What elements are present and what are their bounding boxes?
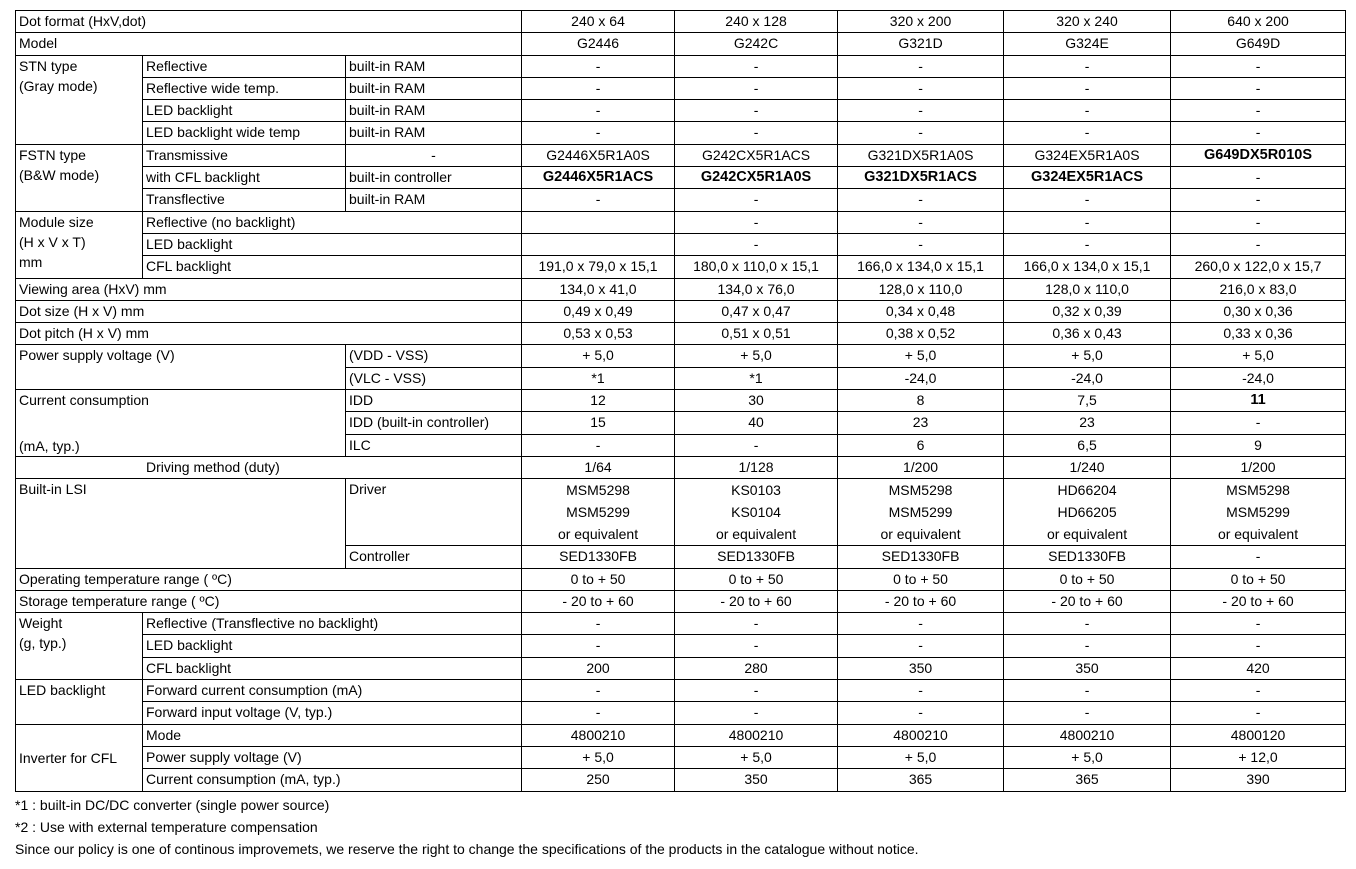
lsi-label: Built-in LSI (16, 479, 346, 568)
weight-sub-label: Reflective (Transflective no backlight) (143, 613, 522, 635)
value-cell: - (675, 635, 838, 657)
value-cell: 0 to + 50 (675, 568, 838, 590)
value-cell: - (1004, 635, 1171, 657)
row-current (16, 390, 1346, 412)
value-cell: 0 to + 50 (1004, 568, 1171, 590)
row-inverter (16, 769, 1346, 791)
value-cell: SED1330FB (838, 546, 1004, 568)
value-cell: - (1171, 613, 1346, 635)
value-cell: 0 to + 50 (838, 568, 1004, 590)
value-cell: - (1171, 100, 1346, 122)
row-dot-size (16, 300, 1346, 322)
value-cell: - (522, 680, 675, 702)
viewing-area-label: Viewing area (HxV) mm (16, 278, 522, 300)
module-size-label: Module size (H x V x T) mm (16, 211, 143, 278)
value-cell: 23 (838, 412, 1004, 434)
dot-format-cell: 320 x 200 (838, 11, 1004, 33)
inverter-sub-label: Mode (143, 724, 522, 746)
part-number-cell: G242CX5R1A0S (675, 167, 838, 189)
value-cell: *1 (675, 367, 838, 389)
value-cell: - (838, 233, 1004, 255)
value-cell: - (522, 613, 675, 635)
value-cell: 15 (522, 412, 675, 434)
fstn-type-label: FSTN type (B&W mode) (16, 144, 143, 211)
value-cell: + 5,0 (1004, 345, 1171, 367)
value-cell: 180,0 x 110,0 x 15,1 (675, 256, 838, 278)
row-fstn (16, 144, 1346, 166)
value-cell: 134,0 x 41,0 (522, 278, 675, 300)
value-cell: 0,34 x 0,48 (838, 300, 1004, 322)
value-cell: - 20 to + 60 (838, 590, 1004, 612)
led-backlight-label: LED backlight (16, 680, 143, 725)
value-cell: 23 (1004, 412, 1171, 434)
value-cell: 216,0 x 83,0 (1171, 278, 1346, 300)
value-cell: - (1004, 680, 1171, 702)
row-inverter (16, 746, 1346, 768)
value-cell: 260,0 x 122,0 x 15,7 (1171, 256, 1346, 278)
power-type-cell: (VLC - VSS) (346, 367, 522, 389)
current-type-cell: ILC (346, 434, 522, 456)
lsi-controller-label: Controller (346, 546, 522, 568)
value-cell: 128,0 x 110,0 (838, 278, 1004, 300)
value-cell: - (838, 211, 1004, 233)
value-cell: + 5,0 (838, 345, 1004, 367)
value-cell: 250 (522, 769, 675, 791)
current-label: Current consumption (mA, typ.) (16, 390, 346, 457)
value-cell: - (675, 233, 838, 255)
value-cell: 9 (1171, 434, 1346, 456)
module-size-sub-label: Reflective (no backlight) (143, 211, 522, 233)
value-cell: - (522, 635, 675, 657)
value-cell: -24,0 (838, 367, 1004, 389)
model-cell: G649D (1171, 33, 1346, 55)
value-cell: 390 (1171, 769, 1346, 791)
value-cell: - (675, 77, 838, 99)
value-cell: 420 (1171, 657, 1346, 679)
row-module-size (16, 233, 1346, 255)
value-cell: - (838, 613, 1004, 635)
dot-size-label: Dot size (H x V) mm (16, 300, 522, 322)
value-cell: - (838, 122, 1004, 144)
value-cell: - (522, 702, 675, 724)
value-cell: + 5,0 (675, 746, 838, 768)
part-number-cell: G321DX5R1ACS (838, 167, 1004, 189)
value-cell: - (838, 680, 1004, 702)
value-cell: - (675, 680, 838, 702)
row-stn (16, 55, 1346, 77)
operating-temp-label: Operating temperature range ( ºC) (16, 568, 522, 590)
value-cell: - (522, 434, 675, 456)
driver-cell: MSM5298 MSM5299 or equivalent (838, 479, 1004, 546)
value-cell: - (1004, 100, 1171, 122)
dot-format-cell: 320 x 240 (1004, 11, 1171, 33)
row-model (16, 33, 1346, 55)
dot-format-cell: 640 x 200 (1171, 11, 1346, 33)
value-cell: 7,5 (1004, 390, 1171, 412)
value-cell: SED1330FB (522, 546, 675, 568)
value-cell: 0,51 x 0,51 (675, 323, 838, 345)
value-cell: -24,0 (1004, 367, 1171, 389)
driver-cell: KS0103 KS0104 or equivalent (675, 479, 838, 546)
value-cell: - (1171, 546, 1346, 568)
row-dot-pitch (16, 323, 1346, 345)
value-cell: - (1004, 189, 1171, 211)
row-inverter (16, 724, 1346, 746)
footnotes (15, 794, 1345, 860)
value-cell: 4800210 (838, 724, 1004, 746)
part-number-cell: G321DX5R1A0S (838, 144, 1004, 166)
inverter-sub-label: Current consumption (mA, typ.) (143, 769, 522, 791)
footnote: *2 : Use with external temperature compensation (15, 818, 318, 835)
value-cell: - (675, 211, 838, 233)
part-number-cell: G324EX5R1A0S (1004, 144, 1171, 166)
value-cell: 4800210 (522, 724, 675, 746)
value-cell: - 20 to + 60 (1004, 590, 1171, 612)
value-cell: - (675, 434, 838, 456)
value-cell: - (522, 77, 675, 99)
current-type-cell: IDD (346, 390, 522, 412)
value-cell: 8 (838, 390, 1004, 412)
value-cell: 0,33 x 0,36 (1171, 323, 1346, 345)
value-cell: 12 (522, 390, 675, 412)
value-cell: + 5,0 (1171, 345, 1346, 367)
row-module-size (16, 256, 1346, 278)
value-cell: + 5,0 (838, 746, 1004, 768)
led-sub-label: Forward input voltage (V, typ.) (143, 702, 522, 724)
value-cell: 1/240 (1004, 456, 1171, 478)
part-number-cell: G2446X5R1ACS (522, 167, 675, 189)
value-cell: 40 (675, 412, 838, 434)
driving-label: Driving method (duty) (16, 456, 522, 478)
inverter-sub-label: Power supply voltage (V) (143, 746, 522, 768)
driver-cell: MSM5298 MSM5299 or equivalent (1171, 479, 1346, 546)
value-cell: + 5,0 (675, 345, 838, 367)
stn-type-cell: built-in RAM (346, 55, 522, 77)
value-cell: 0 to + 50 (522, 568, 675, 590)
value-cell: 128,0 x 110,0 (1004, 278, 1171, 300)
value-cell: - (522, 189, 675, 211)
fstn-type-cell: built-in RAM (346, 189, 522, 211)
power-label: Power supply voltage (V) (16, 345, 346, 390)
value-cell: 0,49 x 0,49 (522, 300, 675, 322)
value-cell: - (1004, 233, 1171, 255)
row-power (16, 345, 1346, 367)
fstn-sub-label: Transmissive (143, 144, 346, 166)
value-cell: 1/64 (522, 456, 675, 478)
value-cell: - (675, 702, 838, 724)
row-stn (16, 100, 1346, 122)
value-cell: - 20 to + 60 (675, 590, 838, 612)
dot-format-cell: 240 x 128 (675, 11, 838, 33)
spec-table (15, 10, 1346, 792)
row-led-backlight (16, 702, 1346, 724)
stn-sub-label: LED backlight wide temp (143, 122, 346, 144)
value-cell: - (1004, 55, 1171, 77)
value-cell: *1 (522, 367, 675, 389)
inverter-label: Inverter for CFL (16, 724, 143, 791)
value-cell: 166,0 x 134,0 x 15,1 (1004, 256, 1171, 278)
value-cell: 4800210 (675, 724, 838, 746)
row-stn (16, 122, 1346, 144)
row-weight (16, 635, 1346, 657)
value-cell: - (838, 189, 1004, 211)
power-type-cell: (VDD - VSS) (346, 345, 522, 367)
value-cell: - (522, 100, 675, 122)
value-cell: 4800120 (1171, 724, 1346, 746)
weight-sub-label: CFL backlight (143, 657, 522, 679)
value-cell: 200 (522, 657, 675, 679)
value-cell: SED1330FB (675, 546, 838, 568)
row-led-backlight (16, 680, 1346, 702)
current-type-cell: IDD (built-in controller) (346, 412, 522, 434)
value-cell: - (1171, 189, 1346, 211)
lsi-driver-label: Driver (346, 479, 522, 546)
value-cell: 0,38 x 0,52 (838, 323, 1004, 345)
stn-type-label: STN type (Gray mode) (16, 55, 143, 144)
value-cell: - (838, 77, 1004, 99)
value-cell: 191,0 x 79,0 x 15,1 (522, 256, 675, 278)
dot-format-cell: 240 x 64 (522, 11, 675, 33)
footnote: *1 : built-in DC/DC converter (single power source) (15, 796, 330, 813)
part-number-cell: G649DX5R010S (1171, 144, 1346, 166)
stn-type-cell: built-in RAM (346, 77, 522, 99)
stn-sub-label: Reflective (143, 55, 346, 77)
fstn-sub-label: Transflective (143, 189, 346, 211)
value-cell (522, 233, 675, 255)
model-label: Model (16, 33, 522, 55)
row-weight (16, 657, 1346, 679)
row-viewing-area (16, 278, 1346, 300)
value-cell: 0 to + 50 (1171, 568, 1346, 590)
value-cell: 30 (675, 390, 838, 412)
value-cell: 350 (838, 657, 1004, 679)
value-cell: 365 (838, 769, 1004, 791)
part-number-cell: G242CX5R1ACS (675, 144, 838, 166)
value-cell: - 20 to + 60 (1171, 590, 1346, 612)
driver-cell: MSM5298 MSM5299 or equivalent (522, 479, 675, 546)
row-storage-temp (16, 590, 1346, 612)
row-stn (16, 77, 1346, 99)
dot-format-label: Dot format (HxV,dot) (16, 11, 522, 33)
value-cell: 1/128 (675, 456, 838, 478)
value-cell: 134,0 x 76,0 (675, 278, 838, 300)
value-cell: 1/200 (838, 456, 1004, 478)
value-cell: 350 (675, 769, 838, 791)
fstn-sub-label: with CFL backlight (143, 167, 346, 189)
row-fstn (16, 167, 1346, 189)
value-cell: - (1171, 55, 1346, 77)
value-cell: - 20 to + 60 (522, 590, 675, 612)
fstn-type-cell: built-in controller (346, 167, 522, 189)
value-cell: - (522, 55, 675, 77)
led-sub-label: Forward current consumption (mA) (143, 680, 522, 702)
value-cell: - (675, 55, 838, 77)
value-cell: 350 (1004, 657, 1171, 679)
weight-sub-label: LED backlight (143, 635, 522, 657)
value-cell: + 12,0 (1171, 746, 1346, 768)
value-cell: 0,47 x 0,47 (675, 300, 838, 322)
row-driving (16, 456, 1346, 478)
value-cell: - (1171, 211, 1346, 233)
model-cell: G324E (1004, 33, 1171, 55)
value-cell: - (838, 702, 1004, 724)
value-cell: - (1171, 635, 1346, 657)
dot-pitch-label: Dot pitch (H x V) mm (16, 323, 522, 345)
fstn-type-cell: - (346, 144, 522, 166)
value-cell: - (675, 100, 838, 122)
row-dot-format (16, 11, 1346, 33)
spec-sheet (15, 10, 1345, 860)
value-cell: - (838, 100, 1004, 122)
part-number-cell: G324EX5R1ACS (1004, 167, 1171, 189)
value-cell: - (838, 635, 1004, 657)
value-cell: 4800210 (1004, 724, 1171, 746)
value-cell: 0,53 x 0,53 (522, 323, 675, 345)
value-cell: 6 (838, 434, 1004, 456)
part-number-cell: - (1171, 167, 1346, 189)
value-cell: - (1171, 233, 1346, 255)
value-cell: - (838, 55, 1004, 77)
value-cell: - (1004, 702, 1171, 724)
value-cell: - (1004, 122, 1171, 144)
value-cell: + 5,0 (1004, 746, 1171, 768)
value-cell: - (1171, 702, 1346, 724)
value-cell: - (1171, 412, 1346, 434)
value-cell: - (1004, 211, 1171, 233)
value-cell: + 5,0 (522, 345, 675, 367)
stn-type-cell: built-in RAM (346, 100, 522, 122)
value-cell: - (1171, 122, 1346, 144)
value-cell: 11 (1171, 390, 1346, 412)
row-operating-temp (16, 568, 1346, 590)
stn-type-cell: built-in RAM (346, 122, 522, 144)
value-cell: - (675, 189, 838, 211)
row-module-size (16, 211, 1346, 233)
value-cell: 6,5 (1004, 434, 1171, 456)
module-size-sub-label: CFL backlight (143, 256, 522, 278)
model-cell: G321D (838, 33, 1004, 55)
value-cell: 0,30 x 0,36 (1171, 300, 1346, 322)
value-cell (522, 211, 675, 233)
row-weight (16, 613, 1346, 635)
stn-sub-label: LED backlight (143, 100, 346, 122)
value-cell: - (1171, 680, 1346, 702)
value-cell: - (522, 122, 675, 144)
value-cell: 365 (1004, 769, 1171, 791)
value-cell: SED1330FB (1004, 546, 1171, 568)
footnote: Since our policy is one of continous improvemets, we reserve the right to change the specifications of the products in the catalogue without notice. (15, 840, 919, 857)
module-size-sub-label: LED backlight (143, 233, 522, 255)
value-cell: - (1004, 77, 1171, 99)
value-cell: 0,36 x 0,43 (1004, 323, 1171, 345)
value-cell: 1/200 (1171, 456, 1346, 478)
value-cell: - (675, 122, 838, 144)
stn-sub-label: Reflective wide temp. (143, 77, 346, 99)
value-cell: - (675, 613, 838, 635)
row-fstn (16, 189, 1346, 211)
part-number-cell: G2446X5R1A0S (522, 144, 675, 166)
model-cell: G242C (675, 33, 838, 55)
storage-temp-label: Storage temperature range ( ºC) (16, 590, 522, 612)
value-cell: 280 (675, 657, 838, 679)
value-cell: - (1171, 77, 1346, 99)
value-cell: + 5,0 (522, 746, 675, 768)
model-cell: G2446 (522, 33, 675, 55)
value-cell: - (1004, 613, 1171, 635)
driver-cell: HD66204 HD66205 or equivalent (1004, 479, 1171, 546)
value-cell: -24,0 (1171, 367, 1346, 389)
value-cell: 0,32 x 0,39 (1004, 300, 1171, 322)
value-cell: 166,0 x 134,0 x 15,1 (838, 256, 1004, 278)
weight-label: Weight (g, typ.) (16, 613, 143, 680)
